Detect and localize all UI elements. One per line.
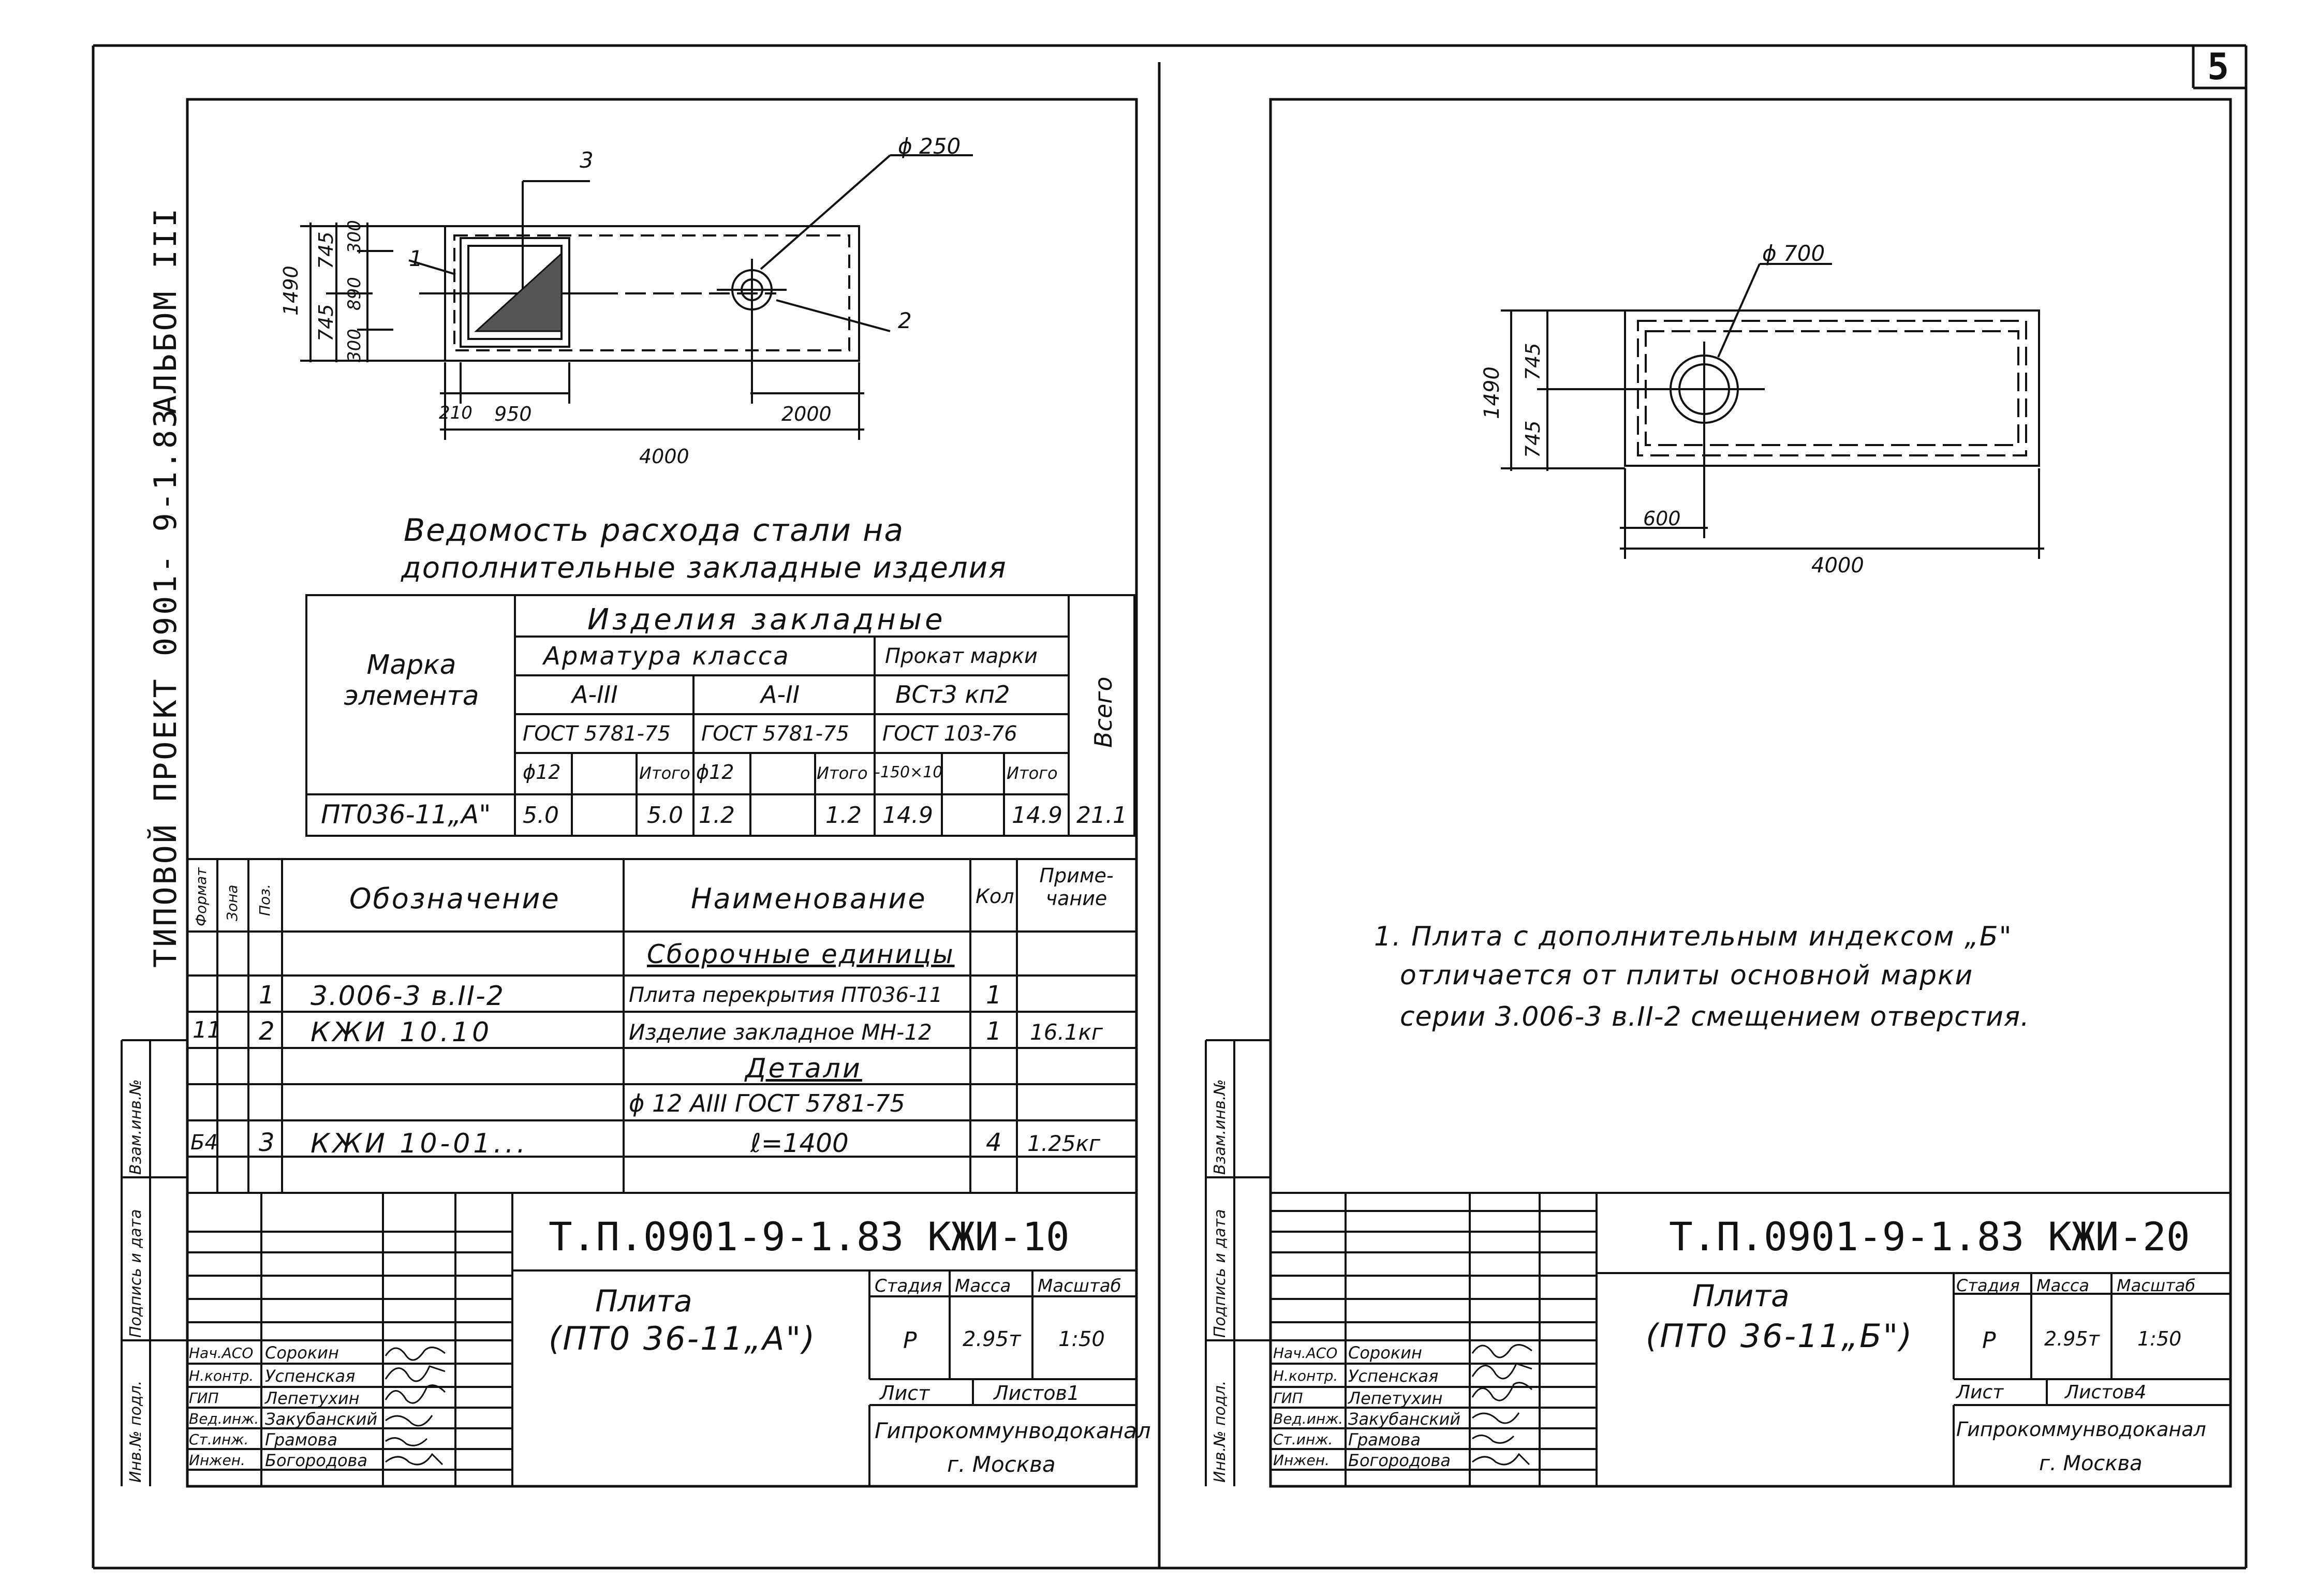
spec-row-name: ϕ 12 АIII ГОСТ 5781-75 (629, 1089, 905, 1117)
statement-title-line2: дополнительные закладные изделия (401, 551, 1007, 585)
diameter-label: ϕ 700 (1762, 241, 1825, 266)
stamp-person: Лепетухин (265, 1388, 360, 1408)
stamp-role: Ст.инж. (189, 1431, 249, 1448)
stamp-mass-header: Масса (2036, 1276, 2090, 1295)
spec-row-name: Детали (745, 1053, 862, 1084)
stamp-role: ГИП (189, 1390, 219, 1407)
spec-row-name: Сборочные единицы (647, 939, 955, 969)
total-header: Всего (1089, 676, 1117, 748)
stamp-subtitle: (ПТ0 36-11„А") (549, 1320, 817, 1357)
position-label-1: 1 (409, 246, 423, 271)
stamp-role: Инжен. (189, 1452, 245, 1469)
stamp-person: Богородова (1348, 1451, 1451, 1470)
spec-row-note: 16.1кг (1030, 1019, 1103, 1045)
spec-row-designation: КЖИ 10.10 (311, 1017, 493, 1048)
spec-header-zone: Зона (224, 884, 241, 921)
dim-label: 210 (439, 403, 472, 423)
side-label: Подпись и дата (1211, 1209, 1229, 1338)
gost-2: ГОСТ 5781-75 (701, 722, 849, 746)
diameter-label: ϕ 250 (898, 134, 961, 159)
mark-header: Марка элемента (344, 649, 479, 712)
dim-label: 2000 (781, 403, 832, 425)
stamp-scale-header: Масштаб (2117, 1276, 2196, 1295)
stamp-mass: 2.95т (963, 1327, 1021, 1351)
dim-label: 890 (344, 277, 365, 311)
stamp-sheet: Лист (880, 1382, 930, 1405)
spec-row-name: Изделие закладное МН-12 (629, 1019, 932, 1045)
stamp-mass: 2.95т (2044, 1327, 2100, 1350)
stamp-sheets: Листов1 (994, 1382, 1080, 1405)
subhead: -150×10 (875, 763, 943, 781)
spec-header-format: Формат (193, 867, 210, 926)
spec-row-name: ℓ=1400 (750, 1128, 849, 1158)
subhead: Итого (817, 763, 868, 783)
stamp-person: Сорокин (265, 1343, 339, 1363)
stamp-person: Сорокин (1348, 1343, 1422, 1363)
spec-row-pos: 1 (259, 981, 275, 1010)
spec-row-name: Плита перекрытия ПТ036-11 (629, 983, 943, 1007)
stamp-sheet: Лист (1956, 1382, 2004, 1403)
dim-label: 1490 (279, 265, 302, 316)
stamp-stage: Р (1982, 1327, 1996, 1354)
subhead: Итого (1007, 763, 1058, 783)
stamp-person: Грамова (1348, 1430, 1421, 1450)
side-label: Инв.№ подл. (1211, 1380, 1229, 1483)
page-number: 5 (2207, 46, 2229, 88)
spec-header-pos: Поз. (256, 884, 273, 916)
stamp-role: Инжен. (1273, 1452, 1330, 1469)
group-header: Изделия закладные (587, 603, 946, 637)
spec-header-note: Приме- чание (1039, 864, 1114, 910)
dim-label: 300 (344, 220, 365, 254)
spec-row-pos: 2 (259, 1017, 275, 1046)
spec-row-designation: 3.006-3 в.II-2 (311, 981, 505, 1012)
side-label: Инв.№ подл. (127, 1380, 145, 1483)
stamp-role: Нач.АСО (1273, 1344, 1338, 1362)
stamp-person: Грамова (265, 1430, 337, 1450)
spec-row-note: 1.25кг (1027, 1131, 1100, 1156)
spec-row-designation: КЖИ 10-01... (311, 1128, 529, 1159)
stamp-person: Успенская (1348, 1366, 1439, 1386)
side-label: Взам.инв.№ (1211, 1079, 1229, 1175)
side-label: Подпись и дата (127, 1209, 145, 1338)
stamp-code: Т.П.0901-9-1.83 КЖИ-10 (549, 1214, 1070, 1260)
row-total: 21.1 (1076, 802, 1127, 829)
dim-label: 950 (494, 403, 532, 425)
note-line3: серии 3.006-3 в.II-2 смещением отверстия. (1400, 1001, 2030, 1032)
row-value: 14.9 (882, 802, 933, 829)
row-value: 5.0 (647, 802, 683, 829)
stamp-stage-header: Стадия (1956, 1276, 2020, 1295)
dim-label: 4000 (639, 445, 689, 468)
stamp-person: Успенская (265, 1366, 356, 1386)
subhead: ϕ12 (696, 761, 734, 784)
stamp-role: Н.контр. (189, 1367, 254, 1384)
stamp-org: Гипрокоммунводоканал (1956, 1418, 2206, 1441)
row-value: 1.2 (699, 802, 735, 829)
stamp-stage-header: Стадия (875, 1276, 942, 1296)
position-label-2: 2 (898, 308, 912, 333)
stamp-role: Вед.инж. (189, 1410, 259, 1427)
statement-title-line1: Ведомость расхода стали на (404, 512, 905, 549)
stamp-title: Плита (1692, 1278, 1790, 1313)
spec-row-format: 11 (193, 1017, 221, 1043)
stamp-role: Н.контр. (1273, 1367, 1338, 1384)
stamp-role: Ст.инж. (1273, 1431, 1333, 1448)
stamp-city: г. Москва (947, 1452, 1056, 1477)
side-label: Взам.инв.№ (127, 1079, 145, 1175)
stamp-city: г. Москва (2039, 1452, 2143, 1475)
row-value: 14.9 (1012, 802, 1062, 829)
dim-label: 745 (315, 231, 337, 269)
note-line2: отличается от плиты основной марки (1400, 960, 1974, 991)
stamp-role: Нач.АСО (189, 1344, 254, 1362)
stamp-person: Лепетухин (1348, 1388, 1443, 1408)
position-label-3: 3 (580, 147, 594, 173)
stamp-role: Вед.инж. (1273, 1410, 1343, 1427)
stamp-scale-header: Масштаб (1038, 1276, 1121, 1296)
row-value: 1.2 (825, 802, 862, 829)
dim-label: 4000 (1811, 554, 1864, 578)
spec-row-qty: 4 (986, 1128, 1002, 1157)
subhead: Итого (639, 763, 690, 783)
album-label: АЛЬБОМ III (147, 206, 184, 414)
spec-row-qty: 1 (986, 981, 1002, 1010)
rolled-header: Прокат марки (885, 644, 1038, 668)
row-mark: ПТ036-11„А" (321, 800, 491, 830)
class-1: А-III (572, 681, 618, 708)
dim-label: 745 (1522, 420, 1544, 458)
spec-header-qty: Кол (976, 885, 1014, 908)
spec-header-name: Наименование (691, 882, 927, 915)
note-line1: 1. Плита с дополнительным индексом „Б" (1374, 921, 2013, 952)
project-label: ТИПОВОЙ ПРОЕКТ 0901- 9-1.83 (147, 407, 184, 968)
rolled-grade: ВСт3 кп2 (895, 681, 1010, 708)
arm-header: Арматура класса (543, 642, 790, 671)
stamp-stage: Р (903, 1327, 917, 1354)
gost-3: ГОСТ 103-76 (882, 722, 1017, 746)
stamp-person: Богородова (265, 1451, 367, 1470)
stamp-subtitle: (ПТ0 36-11„Б") (1646, 1317, 1914, 1355)
class-2: А-II (761, 681, 800, 708)
dim-label: 1490 (1480, 366, 1504, 419)
subhead: ϕ12 (523, 761, 561, 784)
row-value: 5.0 (523, 802, 559, 829)
dim-label: 300 (344, 329, 365, 362)
stamp-role: ГИП (1273, 1390, 1303, 1407)
stamp-org: Гипрокоммунводоканал (875, 1418, 1151, 1443)
stamp-scale: 1:50 (2137, 1327, 2182, 1350)
stamp-person: Закубанский (1348, 1409, 1461, 1429)
dim-label: 745 (315, 304, 337, 342)
stamp-code: Т.П.0901-9-1.83 КЖИ-20 (1669, 1214, 2190, 1260)
stamp-sheets: Листов4 (2065, 1382, 2147, 1403)
gost-1: ГОСТ 5781-75 (523, 722, 671, 746)
dim-label: 745 (1522, 343, 1544, 380)
spec-row-pos: 3 (259, 1128, 275, 1157)
stamp-mass-header: Масса (955, 1276, 1011, 1296)
spec-header-designation: Обозначение (349, 882, 560, 915)
stamp-scale: 1:50 (1058, 1327, 1105, 1351)
dim-label: 600 (1643, 507, 1681, 530)
stamp-title: Плита (595, 1283, 692, 1319)
spec-row-format: Б4 (190, 1131, 218, 1155)
spec-row-qty: 1 (986, 1017, 1002, 1046)
stamp-person: Закубанский (265, 1409, 378, 1429)
